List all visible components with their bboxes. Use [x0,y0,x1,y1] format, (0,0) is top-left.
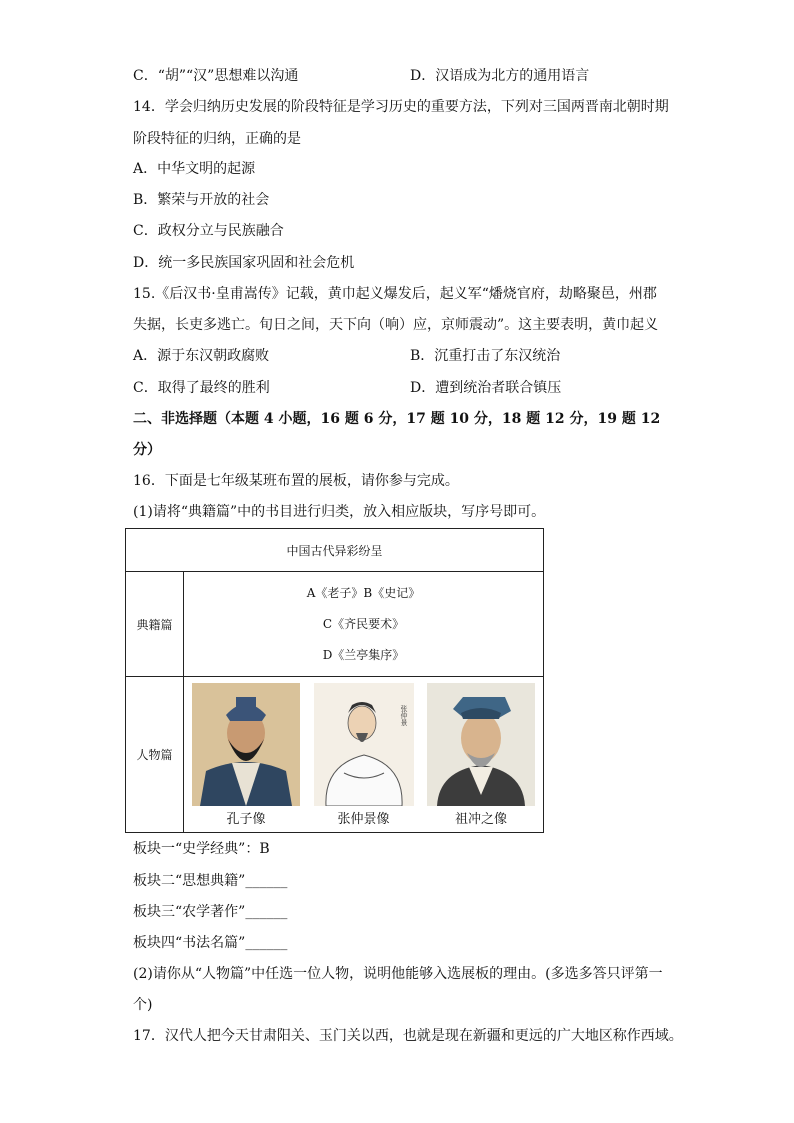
q16-part1-prompt: (1)请将“典籍篇”中的书目进行归类，放入相应版块，写序号即可。 [133,504,546,520]
q16-part2-line1: (2)请你从“人物篇”中任选一位人物，说明他能够入选展板的理由。(多选多答只评第一 [133,966,663,982]
portrait-zhang-zhongjing [309,683,419,827]
q14-option-d: D．统一多民族国家巩固和社会危机 [133,255,355,271]
portrait-caption-zhang-zhongjing: 张仲景像 [337,811,390,827]
portrait-zu-chongzhi [426,683,536,827]
people-section-label: 人物篇 [126,677,184,833]
section2-heading-line1: 二、非选择题（本题 4 小题，16 题 6 分，17 题 10 分，18 题 12 分，19 题 12 [133,411,661,427]
q16-part2-line2: 个) [133,997,153,1013]
q15-option-c: C．取得了最终的胜利 [133,380,270,396]
board-title: 中国古代异彩纷呈 [126,529,544,572]
q15-stem-line2: 失据，长吏多逃亡。旬日之间，天下向（响）应，京师震动”。这主要表明，黄巾起义 [133,317,659,333]
portrait-caption-zu-chongzhi: 祖冲之像 [454,811,507,827]
portrait-gallery [184,677,544,833]
zhang-zhongjing-portrait-icon [314,683,414,806]
book-line-d: D《兰亭集序》 [322,647,405,662]
books-section-label: 典籍篇 [126,572,184,677]
zu-chongzhi-portrait-icon [427,683,535,806]
q17-stem-line1: 17．汉代人把今天甘肃阳关、玉门关以西，也就是现在新疆和更远的广大地区称作西域。 [133,1028,683,1044]
portrait-confucius [191,683,301,827]
confucius-portrait-icon [192,683,300,806]
q15-option-d: D．遭到统治者联合镇压 [410,380,562,396]
q16-intro: 16．下面是七年级某班布置的展板，请你参与完成。 [133,473,459,489]
q14-option-b: B．繁荣与开放的社会 [133,192,270,208]
q14-stem-line2: 阶段特征的归纳，正确的是 [133,131,301,147]
block1-answer: 板块一“史学经典”：B [133,841,270,857]
q13-option-d: D．汉语成为北方的通用语言 [410,68,590,84]
zhang-inscription: 张仲景 [399,704,408,726]
q13-option-c: C．“胡”“汉”思想难以沟通 [133,68,299,84]
exhibit-board [125,528,544,833]
q14-stem-line1: 14．学会归纳历史发展的阶段特征是学习历史的重要方法，下列对三国两晋南北朝时期 [133,99,669,115]
q14-option-c: C．政权分立与民族融合 [133,223,284,239]
book-line-ab: A《老子》B《史记》 [306,585,421,600]
book-line-c: C《齐民要术》 [322,616,405,631]
q14-option-a: A．中华文明的起源 [133,161,256,177]
block4-answer: 板块四“书法名篇”______ [133,935,288,951]
q15-option-b: B．沉重打击了东汉统治 [410,348,561,364]
block3-answer: 板块三“农学著作”______ [133,904,288,920]
books-list [184,572,544,677]
q15-stem-line1: 15.《后汉书·皇甫嵩传》记载，黄巾起义爆发后，起义军“燔烧官府，劫略聚邑，州郡 [133,286,657,302]
block2-answer: 板块二“思想典籍”______ [133,873,288,889]
q15-option-a: A．源于东汉朝政腐败 [133,348,270,364]
portrait-caption-confucius: 孔子像 [226,811,266,827]
section2-heading-line2: 分） [133,442,161,458]
